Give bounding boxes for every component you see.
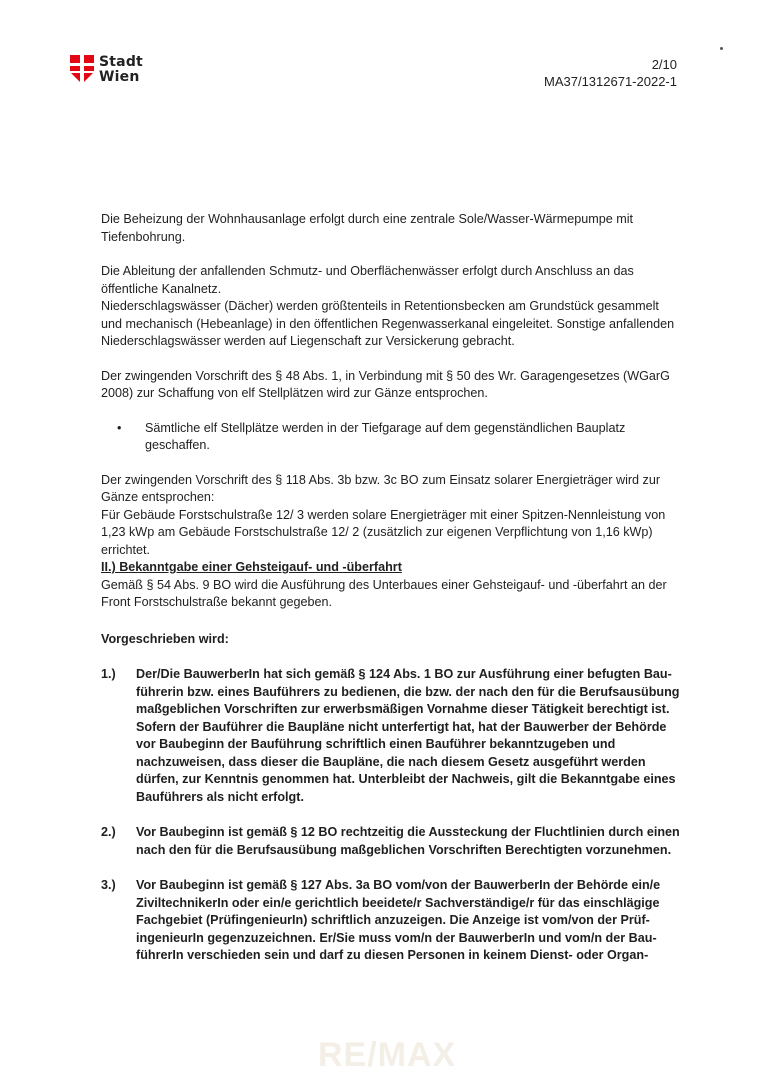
requirement-number: 3.) — [101, 878, 116, 892]
logo-line-stadt: Stadt — [99, 54, 143, 70]
requirement-text: Vor Baubeginn ist gemäß § 12 BO rechtzeitig die Aussteckung der Fluchtlinien durch einen nach den für die Berufsausübung maßgeblichen Vorschriften Berechtigten vorzunehmen. — [136, 825, 680, 857]
paragraph-solar-regulation: Der zwingenden Vorschrift des § 118 Abs. 3b bzw. 3c BO zum Einsatz solarer Energieträger wird zur Gänze entsprochen: — [101, 472, 661, 504]
paragraph-rainwater: Niederschlagswässer (Dächer) werden größtenteils in Retentionsbecken am Grundstück gesammelt und mechanisch (Hebeanlage) in den öffentlichen Regenwasserkanal eingeleitet. Sonstige anfallenden Niederschlagswässer werden auf Liegenschaft zur Versickerung gebracht. — [101, 299, 675, 348]
requirement-number: 2.) — [101, 825, 116, 839]
paragraph-driveway: Gemäß § 54 Abs. 9 BO wird die Ausführung des Unterbaues einer Gehsteigauf- und -überfahrt an der Front Forstschulstraße bekannt gegeben. — [101, 577, 667, 609]
stadt-wien-logo — [70, 55, 143, 85]
paragraph-parking-regulation: Der zwingenden Vorschrift des § 48 Abs. 1, in Verbindung mit § 50 des Wr. Garagengesetzes (WGarG 2008) zur Schaffung von elf Stellplätzen wird zur Gänze entsprochen. — [101, 368, 670, 400]
paragraph-heating: Die Beheizung der Wohnhausanlage erfolgt durch eine zentrale Sole/Wasser-Wärmepumpe mit Tiefenbohrung. — [101, 212, 634, 244]
requirement-item — [101, 877, 681, 965]
file-reference: MA37/1312671-2022-1 — [544, 74, 677, 89]
page-reference — [544, 56, 677, 90]
prescribed-heading: Vorgeschrieben wird: — [101, 631, 229, 646]
paragraph-drainage: Die Ableitung der anfallenden Schmutz- und Oberflächenwässer erfolgt durch Anschluss an das öffentliche Kanalnetz. — [101, 264, 634, 296]
remax-watermark: RE/MAX — [318, 1036, 457, 1074]
logo-line-wien: Wien — [99, 69, 140, 85]
requirement-text: Der/Die BauwerberIn hat sich gemäß § 124 Abs. 1 BO zur Ausführung einer befugten Bau-führerin bzw. eines Bauführers zu bedienen, die bzw. der nach den für die Berufsausübung maßgeblichen Vorschriften zur erwerbsmäßigen Vornahme dieser Tätigkeit berechtigt ist. Sofern der Bauführer die Baupläne nicht unterfertigt hat, hat der Bauwerber der Behörde vor Baubeginn der Bauführung schriftlich einen Bauführer bekanntzugeben und nachzuweisen, dass dieser die Baupläne, die nach diesem Gesetz ausgeführt werden dürfen, zur Kenntnis genommen hat. Unterbleibt der Nachweis, gilt die Bekanntgabe eines Bauführers als nicht erfolgt. — [136, 667, 680, 804]
logo-text — [99, 55, 143, 85]
requirement-item — [101, 666, 681, 806]
requirement-item — [101, 824, 681, 859]
paragraph-solar-details: Für Gebäude Forstschulstraße 12/ 3 werden solare Energieträger mit einer Spitzen-Nennleistung von 1,23 kWp am Gebäude Forstschulstraße 12/ 2 (zusätzlich zur eigenen Verpflichtung von 1,16 kWp) errichtet. — [101, 507, 666, 557]
scan-speck — [720, 47, 723, 50]
bullet-text: Sämtliche elf Stellplätze werden in der Tiefgarage auf dem gegenständlichen Bauplatz geschaffen. — [145, 420, 626, 452]
section-heading: II.) Bekanntgabe einer Gehsteigauf- und -überfahrt — [101, 560, 402, 574]
vienna-shield-icon — [70, 55, 94, 83]
page-number: 2/10 — [651, 57, 677, 72]
bullet-item — [117, 420, 681, 455]
requirement-text: Vor Baubeginn ist gemäß § 127 Abs. 3a BO vom/von der BauwerberIn der Behörde ein/e ZiviltechnikerIn oder ein/e gerichtlich beeidete/r Sachverständige/r für das einschlägige Fachgebiet (PrüfingenieurIn) schriftlich anzuzeigen. Die Anzeige ist vom/von der Prüf-ingenieurIn gegenzuzeichnen. Er/Sie muss vom/n der BauwerberIn und vom/n der Bau-führerIn verschieden sein und darf zu diesen Personen in keinem Dienst- oder Organ- — [136, 878, 661, 962]
requirement-number: 1.) — [101, 667, 116, 681]
letter-body — [101, 211, 681, 965]
bullet-symbol: • — [117, 420, 122, 435]
